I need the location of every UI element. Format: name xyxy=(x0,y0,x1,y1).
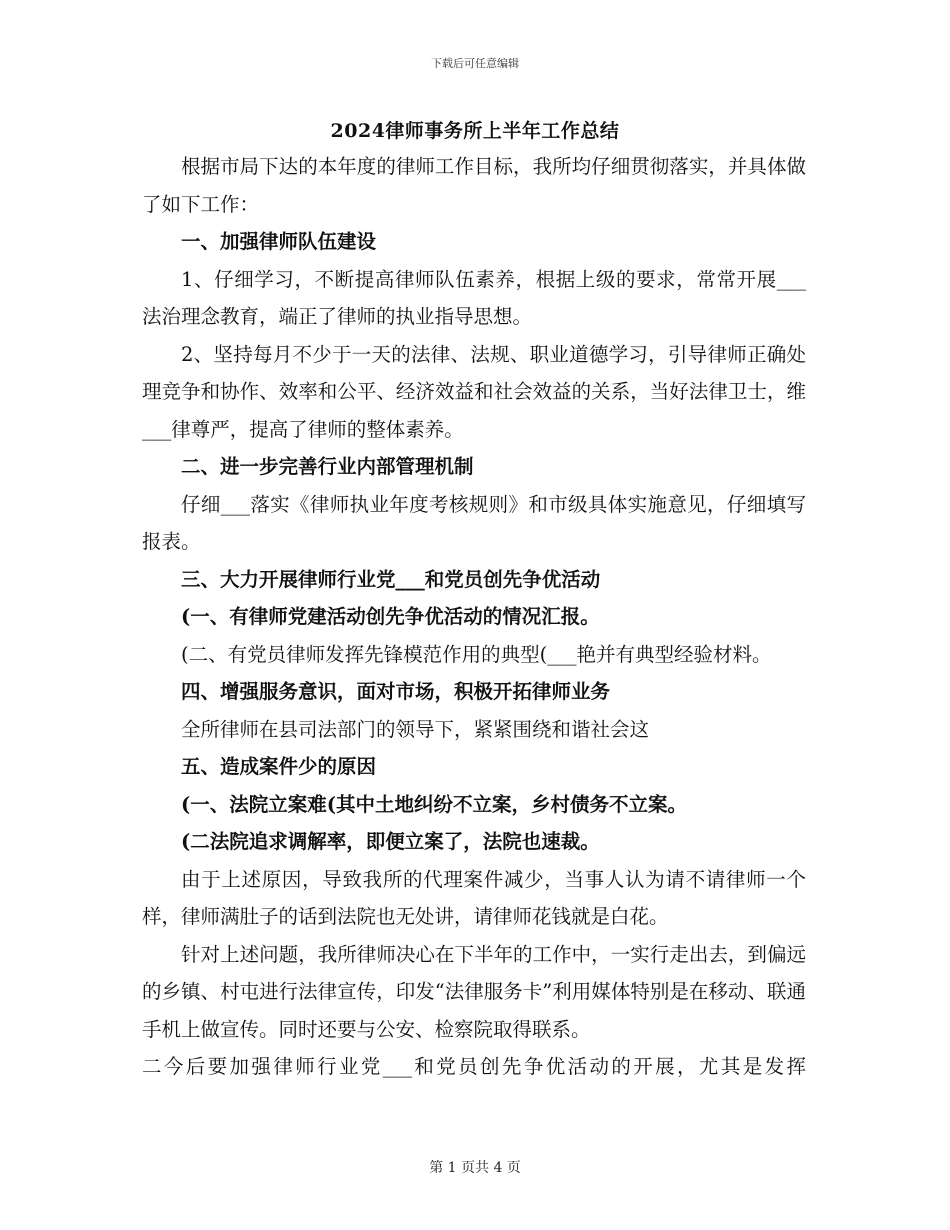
document-title: 2024律师事务所上半年工作总结 xyxy=(330,120,620,142)
section-heading-2: 二、进一步完善行业内部管理机制 xyxy=(181,455,474,478)
paragraph-5-5: 二今后要加强律师行业党___和党员创先争优活动的开展，尤其是发挥 xyxy=(142,1055,806,1078)
paragraph-3-2: (二、有党员律师发挥先锋模范作用的典型(___艳并有典型经验材料。 xyxy=(181,642,772,666)
paragraph-2-1: 仔细___落实《律师执业年度考核规则》和市级具体实施意见，仔细填写报表。 xyxy=(142,492,806,553)
document-body xyxy=(142,148,806,1086)
subheading-5-1: (一、法院立案难(其中土地纠纷不立案，乡村债务不立案。 xyxy=(181,792,687,816)
paragraph-5-3: 由于上述原因，导致我所的代理案件减少，当事人认为请不请律师一个样，律师满肚子的话到法院也无处讲，请律师花钱就是白花。 xyxy=(142,867,806,928)
paragraph-1-1: 1、仔细学习，不断提高律师队伍素养，根据上级的要求，常常开展___法治理念教育，端正了律师的执业指导思想。 xyxy=(142,267,806,328)
paragraph-intro: 根据市局下达的本年度的律师工作目标，我所均仔细贯彻落实，并具体做了如下工作： xyxy=(142,155,806,216)
subheading-5-2: (二法院追求调解率，即便立案了，法院也速裁。 xyxy=(181,830,600,853)
section-heading-4: 四、增强服务意识，面对市场，积极开拓律师业务 xyxy=(181,680,611,703)
paragraph-4-1: 全所律师在县司法部门的领导下，紧紧围绕和谐社会这 xyxy=(181,717,650,741)
section-heading-5: 五、造成案件少的原因 xyxy=(181,755,377,778)
section-heading-1: 一、加强律师队伍建设 xyxy=(181,230,377,253)
header-note: 下载后可任意编辑 xyxy=(431,57,519,70)
paragraph-1-2: 2、坚持每月不少于一天的法律、法规、职业道德学习，引导律师正确处理竞争和协作、效率和公平、经济效益和社会效益的关系，当好法律卫士，维___律尊严，提高了律师的整体素养。 xyxy=(142,342,806,441)
section-heading-3: 三、大力开展律师行业党___和党员创先争优活动 xyxy=(181,567,601,591)
page-number: 第 1 页共 4 页 xyxy=(429,1160,521,1176)
subheading-3-1: (一、有律师党建活动创先争优活动的情况汇报。 xyxy=(181,605,600,628)
paragraph-5-4: 针对上述问题，我所律师决心在下半年的工作中，一实行走出去，到偏远的乡镇、村屯进行法律宣传，印发“法律服务卡”利用媒体特别是在移动、联通手机上做宣传。同时还要与公安、检察院取得联系。 xyxy=(142,942,806,1041)
